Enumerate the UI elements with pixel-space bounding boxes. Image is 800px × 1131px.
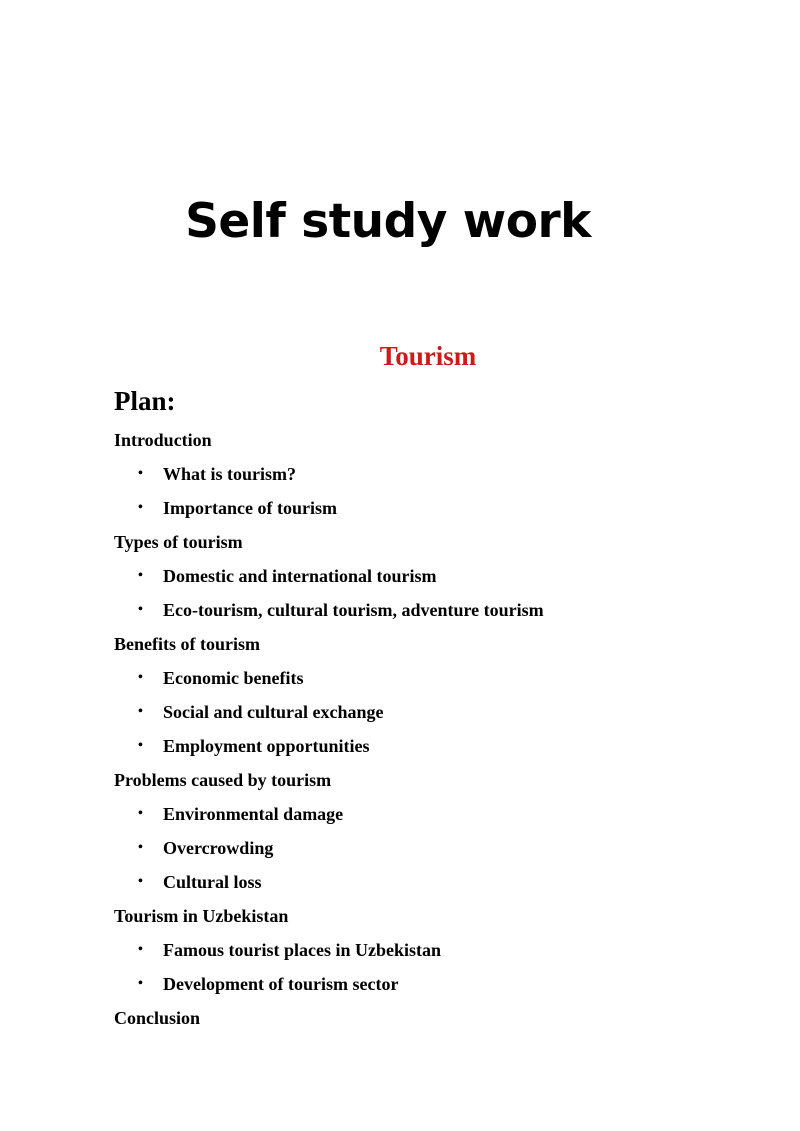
bullet-list xyxy=(114,661,754,763)
plan-section xyxy=(114,627,754,763)
list-item-text: Eco-tourism, cultural tourism, adventure tourism xyxy=(163,600,544,620)
bullet-list xyxy=(114,933,754,1001)
bullet-icon: • xyxy=(138,466,143,481)
list-item xyxy=(114,695,754,729)
list-item-text: Domestic and international tourism xyxy=(163,566,437,586)
plan-section xyxy=(114,1001,754,1035)
bullet-icon: • xyxy=(138,738,143,753)
list-item-text: Overcrowding xyxy=(163,838,274,858)
list-item-text: Cultural loss xyxy=(163,872,262,892)
plan-section xyxy=(114,763,754,899)
list-item-text: Environmental damage xyxy=(163,804,344,824)
list-item xyxy=(114,967,754,1001)
bullet-icon: • xyxy=(138,568,143,583)
bullet-list xyxy=(114,559,754,627)
list-item-text: Social and cultural exchange xyxy=(163,702,384,722)
list-item-text: Employment opportunities xyxy=(163,736,370,756)
list-item-text: Development of tourism sector xyxy=(163,974,399,994)
list-item-text: Importance of tourism xyxy=(163,498,337,518)
section-title: Tourism in Uzbekistan xyxy=(114,906,289,926)
bullet-icon: • xyxy=(138,670,143,685)
subtitle: Tourism xyxy=(379,341,477,371)
list-item-text: What is tourism? xyxy=(163,464,297,484)
list-item-text: Famous tourist places in Uzbekistan xyxy=(163,940,442,960)
bullet-icon: • xyxy=(138,976,143,991)
list-item xyxy=(114,661,754,695)
section-title: Introduction xyxy=(114,430,212,450)
plan-section xyxy=(114,899,754,1001)
plan-section xyxy=(114,525,754,627)
bullet-icon: • xyxy=(138,704,143,719)
bullet-list xyxy=(114,457,754,525)
page-title: Self study work xyxy=(185,194,591,249)
bullet-icon: • xyxy=(138,602,143,617)
plan-section xyxy=(114,423,754,525)
plan-heading: Plan: xyxy=(114,386,176,416)
section-title: Problems caused by tourism xyxy=(114,770,332,790)
section-title: Benefits of tourism xyxy=(114,634,260,654)
section-title: Conclusion xyxy=(114,1008,201,1028)
list-item xyxy=(114,593,754,627)
list-item xyxy=(114,559,754,593)
list-item xyxy=(114,831,754,865)
plan-outline xyxy=(114,423,754,1035)
bullet-icon: • xyxy=(138,840,143,855)
bullet-icon: • xyxy=(138,806,143,821)
list-item-text: Economic benefits xyxy=(163,668,304,688)
list-item xyxy=(114,729,754,763)
list-item xyxy=(114,865,754,899)
list-item xyxy=(114,797,754,831)
list-item xyxy=(114,933,754,967)
section-title: Types of tourism xyxy=(114,532,243,552)
list-item xyxy=(114,457,754,491)
bullet-list xyxy=(114,797,754,899)
bullet-icon: • xyxy=(138,942,143,957)
bullet-icon: • xyxy=(138,874,143,889)
bullet-icon: • xyxy=(138,500,143,515)
list-item xyxy=(114,491,754,525)
